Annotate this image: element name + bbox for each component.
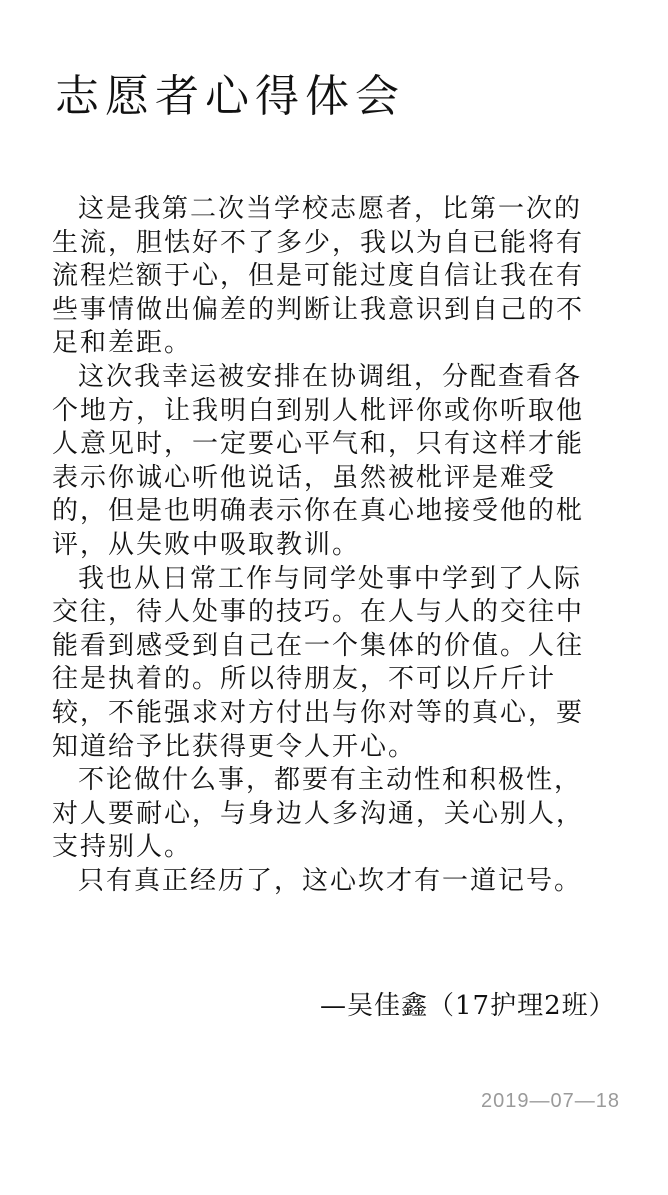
paragraph-1: 这是我第二次当学校志愿者，比第一次的生流，胆怯好不了多少，我以为自已能将有流程烂额于心，但是可能过度自信让我在有些事情做出偏差的判断让我意识到自己的不足和差距。 bbox=[52, 194, 585, 359]
author-signature: —吴佳鑫（17护理2班） bbox=[320, 991, 616, 1021]
paragraph-4: 不论做什么事，都要有主动性和积极性，对人要耐心，与身边人多沟通，关心别人，支持别人。 bbox=[52, 765, 585, 863]
paragraph-3: 我也从日常工作与同学处事中学到了人际交往，待人处事的技巧。在人与人的交往中能看到感受到自己在一个集体的价值。人往往是执着的。所以待朋友，不可以斤斤计较，不能强求对方付出与你对等的真心，要知道给予比获得更令人开心。 bbox=[52, 563, 585, 762]
paragraph-2: 这次我幸运被安排在协调组，分配查看各个地方，让我明白到别人枇评你或你听取他人意见时，一定要心平气和，只有这样才能表示你诚心听他说话，虽然被枇评是难受的，但是也明确表示你在真心地接受他的枇评，从失败中吸取教训。 bbox=[52, 361, 585, 560]
document-title: 志愿者心得体会 bbox=[55, 71, 405, 122]
paragraph-5: 只有真正经历了，这心坎才有一道记号。 bbox=[78, 865, 583, 896]
document-body bbox=[52, 193, 597, 898]
timestamp: 2019—07—18 bbox=[481, 1090, 620, 1112]
